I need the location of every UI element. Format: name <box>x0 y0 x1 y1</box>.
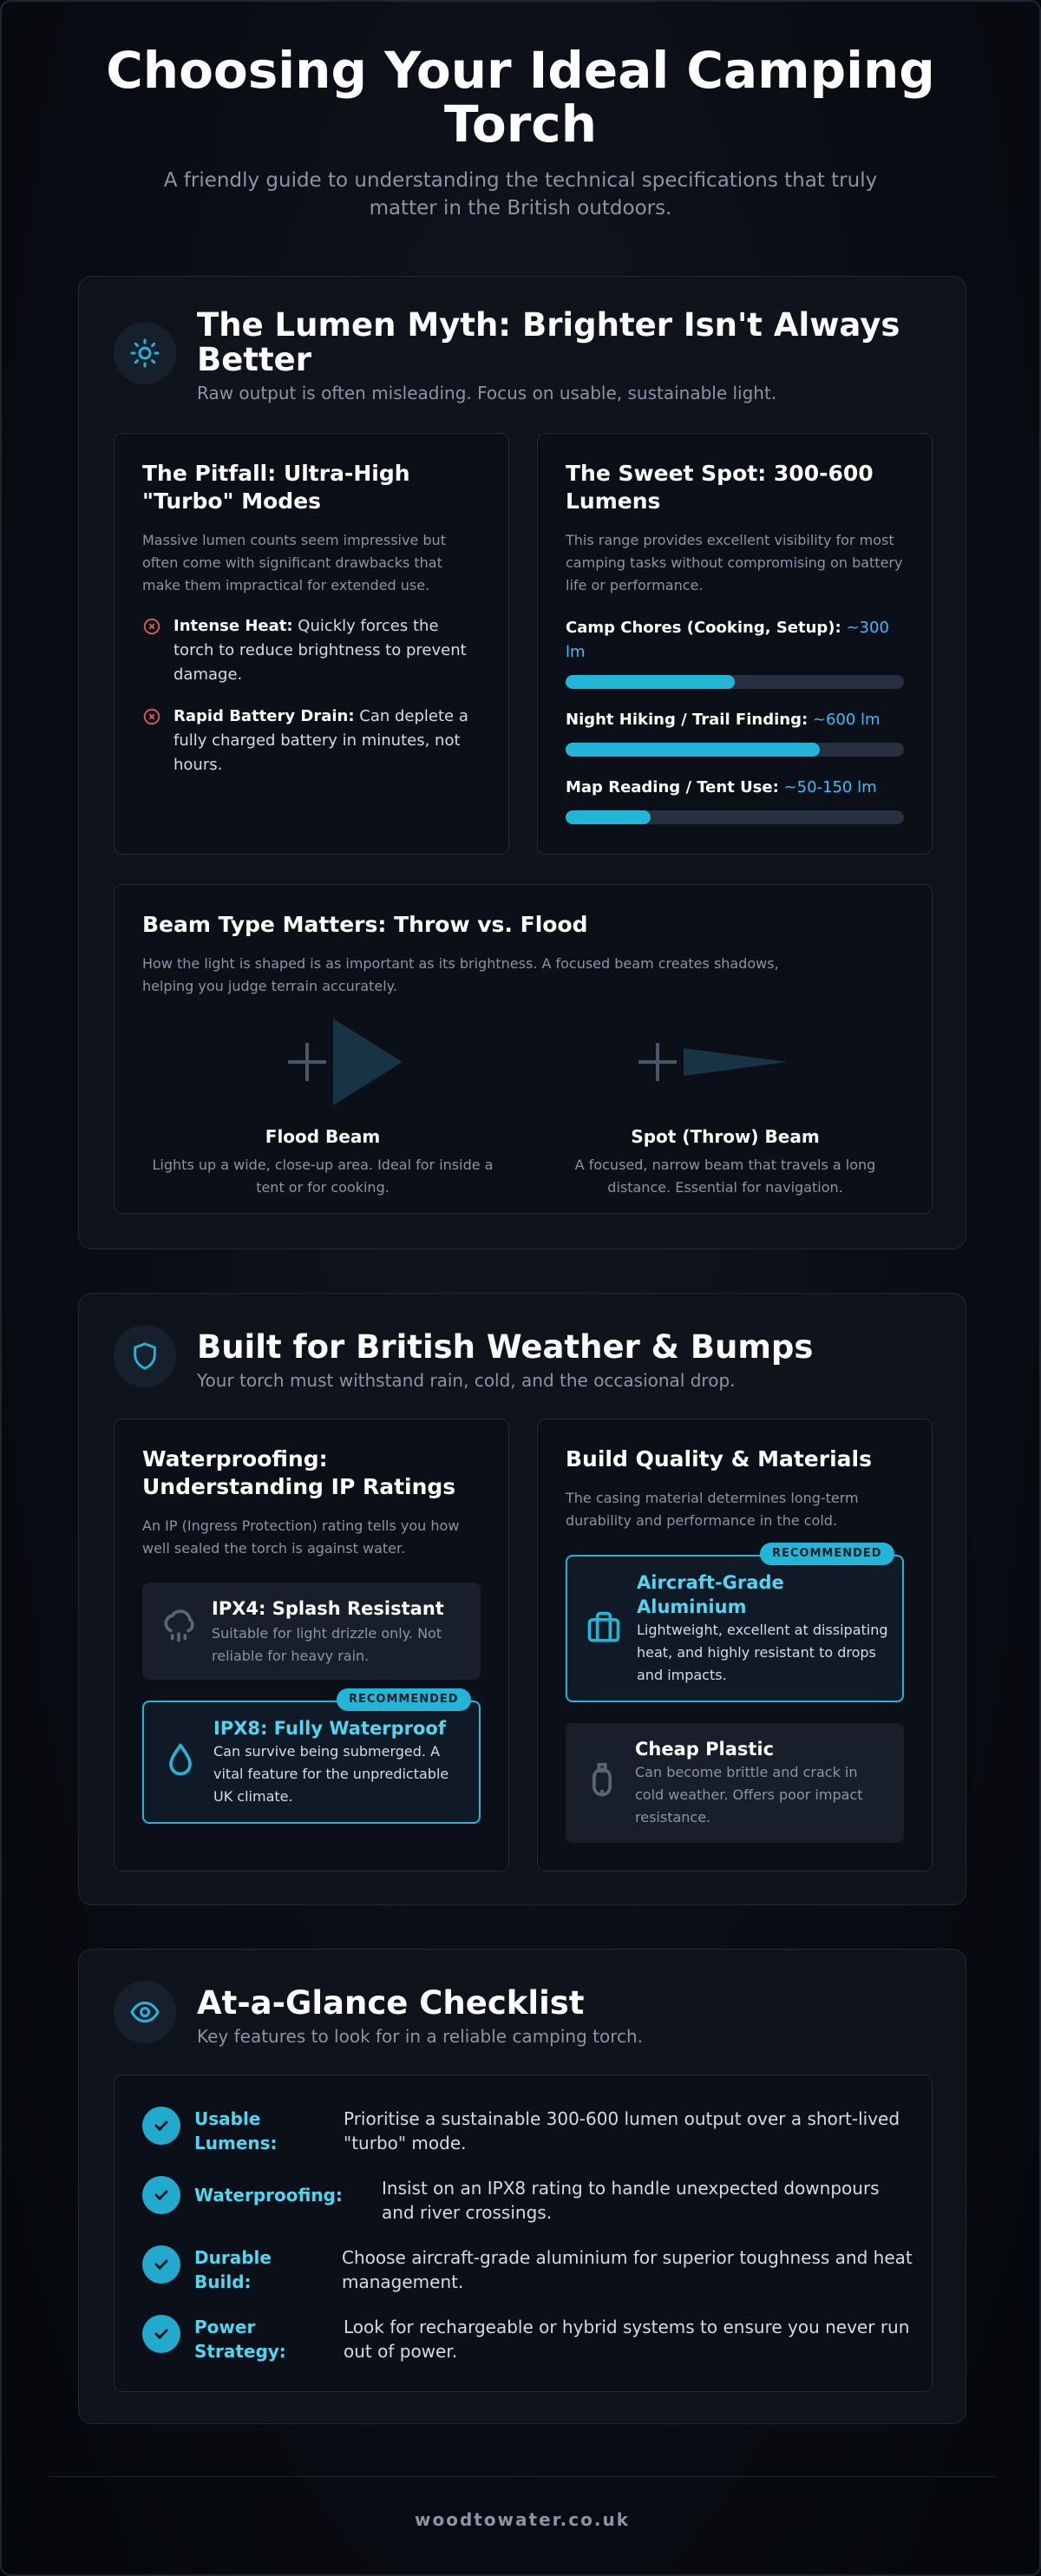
pitfall-item <box>142 705 481 777</box>
lumen-title: The Lumen Myth: Brighter Isn't Always Better <box>197 306 900 378</box>
beam-desc: How the light is shaped is as important as its brightness. A focused beam creates shadows, helping you judge terrain accurately. <box>142 955 779 994</box>
flood-beam-desc: Lights up a wide, close-up area. Ideal for inside a tent or for cooking. <box>152 1157 494 1196</box>
usage-bar-fill <box>566 810 651 824</box>
pitfall-item-text: Quickly forces the torch to reduce brightness to prevent damage. <box>174 617 467 684</box>
flood-beam-title: Flood Beam <box>265 1126 381 1147</box>
sweet-spot-desc: This range provides excellent visibility for most camping tasks without compromising on battery life or performance. <box>566 532 903 593</box>
sweet-spot-title: The Sweet Spot: 300-600 Lumens <box>566 461 874 514</box>
ip-desc: An IP (Ingress Protection) rating tells you how well sealed the torch is against water. <box>142 1517 460 1557</box>
briefcase-icon <box>585 1609 623 1647</box>
checklist-item <box>142 2107 906 2155</box>
aluminium-option <box>566 1555 904 1702</box>
checklist-card <box>114 2075 933 2392</box>
ipx8-option <box>142 1701 481 1824</box>
usage-bar <box>566 675 904 689</box>
lumen-section <box>78 276 966 1249</box>
check-icon <box>142 2107 180 2145</box>
flood-beam <box>149 1019 496 1199</box>
page-title: Choosing Your Ideal Camping Torch <box>106 41 935 154</box>
usage-bar-label: Map Reading / Tent Use: ~50-150 lm <box>566 778 877 796</box>
cloud-rain-icon <box>160 1607 198 1645</box>
lumen-header <box>114 308 929 403</box>
spot-beam <box>552 1019 899 1199</box>
footer-site[interactable]: woodtowater.co.uk <box>414 2509 630 2530</box>
weather-header <box>114 1325 929 1391</box>
checklist-item-key: Power Strategy: <box>194 2317 286 2362</box>
checklist-header <box>114 1981 929 2047</box>
recommended-badge: RECOMMENDED <box>760 1543 894 1565</box>
hero <box>2 2 1039 222</box>
checklist-item-value: Look for rechargeable or hybrid systems to ensure you never run out of power. <box>344 2317 910 2362</box>
error-icon <box>142 707 161 726</box>
ipx4-title: IPX4: Splash Resistant <box>212 1598 444 1619</box>
eye-icon <box>114 1981 176 2043</box>
checklist-section <box>78 1949 966 2424</box>
checklist-item <box>142 2245 913 2294</box>
checklist-item-key: Durable Build: <box>194 2247 272 2292</box>
checklist-item-value: Insist on an IPX8 rating to handle unexpected downpours and river crossings. <box>382 2178 880 2223</box>
ipx8-title: IPX8: Fully Waterproof <box>213 1718 446 1739</box>
pitfall-title: The Pitfall: Ultra-High "Turbo" Modes <box>142 461 410 514</box>
sweet-spot-card <box>537 433 933 855</box>
spot-beam-desc: A focused, narrow beam that travels a long distance. Essential for navigation. <box>574 1157 876 1196</box>
ip-card <box>114 1419 509 1871</box>
checklist-item-key: Usable Lumens: <box>194 2108 278 2153</box>
checklist-item-value: Choose aircraft-grade aluminium for superior toughness and heat management. <box>342 2247 913 2292</box>
sun-icon <box>114 322 176 384</box>
ipx4-desc: Suitable for light drizzle only. Not reliable for heavy rain. <box>212 1625 442 1664</box>
aluminium-desc: Lightweight, excellent at dissipating heat, and highly resistant to drops and impacts. <box>637 1622 888 1683</box>
recommended-badge: RECOMMENDED <box>337 1688 471 1711</box>
usage-bar <box>566 810 904 824</box>
weather-subtitle: Your torch must withstand rain, cold, and the occasional drop. <box>197 1370 736 1391</box>
weather-title: Built for British Weather & Bumps <box>197 1328 814 1366</box>
ipx8-desc: Can survive being submerged. A vital feature for the unpredictable UK climate. <box>213 1743 449 1805</box>
checklist-item-key: Waterproofing: <box>194 2185 343 2206</box>
weather-section <box>78 1293 966 1905</box>
ipx4-option <box>142 1583 481 1680</box>
page-subtitle: A friendly guide to understanding the technical specifications that truly matter in the British outdoors. <box>163 169 878 220</box>
check-icon <box>142 2315 180 2353</box>
check-icon <box>142 2245 180 2284</box>
error-icon <box>142 617 161 636</box>
ip-title: Waterproofing: Understanding IP Ratings <box>142 1446 456 1499</box>
shield-icon <box>114 1325 176 1387</box>
spot-beam-title: Spot (Throw) Beam <box>631 1126 820 1147</box>
check-icon <box>142 2176 180 2214</box>
spot-beam-icon <box>552 1019 899 1105</box>
beam-card <box>114 884 933 1214</box>
lumen-subtitle: Raw output is often misleading. Focus on usable, sustainable light. <box>197 383 777 403</box>
aluminium-title: Aircraft-Grade Aluminium <box>637 1572 784 1617</box>
usage-bar-fill <box>566 743 820 757</box>
pitfall-item-label: Rapid Battery Drain: <box>174 707 355 725</box>
checklist-item <box>142 2176 906 2225</box>
usage-bar-label: Camp Chores (Cooking, Setup): ~300 lm <box>566 619 889 661</box>
pitfall-item <box>142 614 481 687</box>
usage-bar-label: Night Hiking / Trail Finding: ~600 lm <box>566 711 881 729</box>
build-title: Build Quality & Materials <box>566 1446 872 1472</box>
plastic-option <box>566 1723 904 1843</box>
build-card <box>537 1419 933 1871</box>
pitfall-item-label: Intense Heat: <box>174 617 293 635</box>
flood-beam-icon <box>149 1019 496 1105</box>
build-desc: The casing material determines long-term durability and performance in the cold. <box>566 1490 859 1529</box>
footer-divider <box>49 2476 996 2477</box>
checklist-subtitle: Key features to look for in a reliable camping torch. <box>197 2026 644 2047</box>
checklist-item <box>142 2315 910 2363</box>
plastic-title: Cheap Plastic <box>635 1739 775 1760</box>
bottle-icon <box>583 1761 621 1799</box>
usage-bar-fill <box>566 675 735 689</box>
usage-bar <box>566 743 904 757</box>
beam-title: Beam Type Matters: Throw vs. Flood <box>142 912 588 937</box>
pitfall-desc: Massive lumen counts seem impressive but often come with significant drawbacks that make them impractical for extended use. <box>142 532 446 593</box>
pitfall-card <box>114 433 509 855</box>
checklist-title: At-a-Glance Checklist <box>197 1984 585 2022</box>
checklist-item-value: Prioritise a sustainable 300-600 lumen output over a short-lived "turbo" mode. <box>344 2108 900 2153</box>
water-drop-icon <box>161 1740 200 1779</box>
plastic-desc: Can become brittle and crack in cold weather. Offers poor impact resistance. <box>635 1764 863 1825</box>
pitfall-item-text: Can deplete a fully charged battery in minutes, not hours. <box>174 707 468 774</box>
